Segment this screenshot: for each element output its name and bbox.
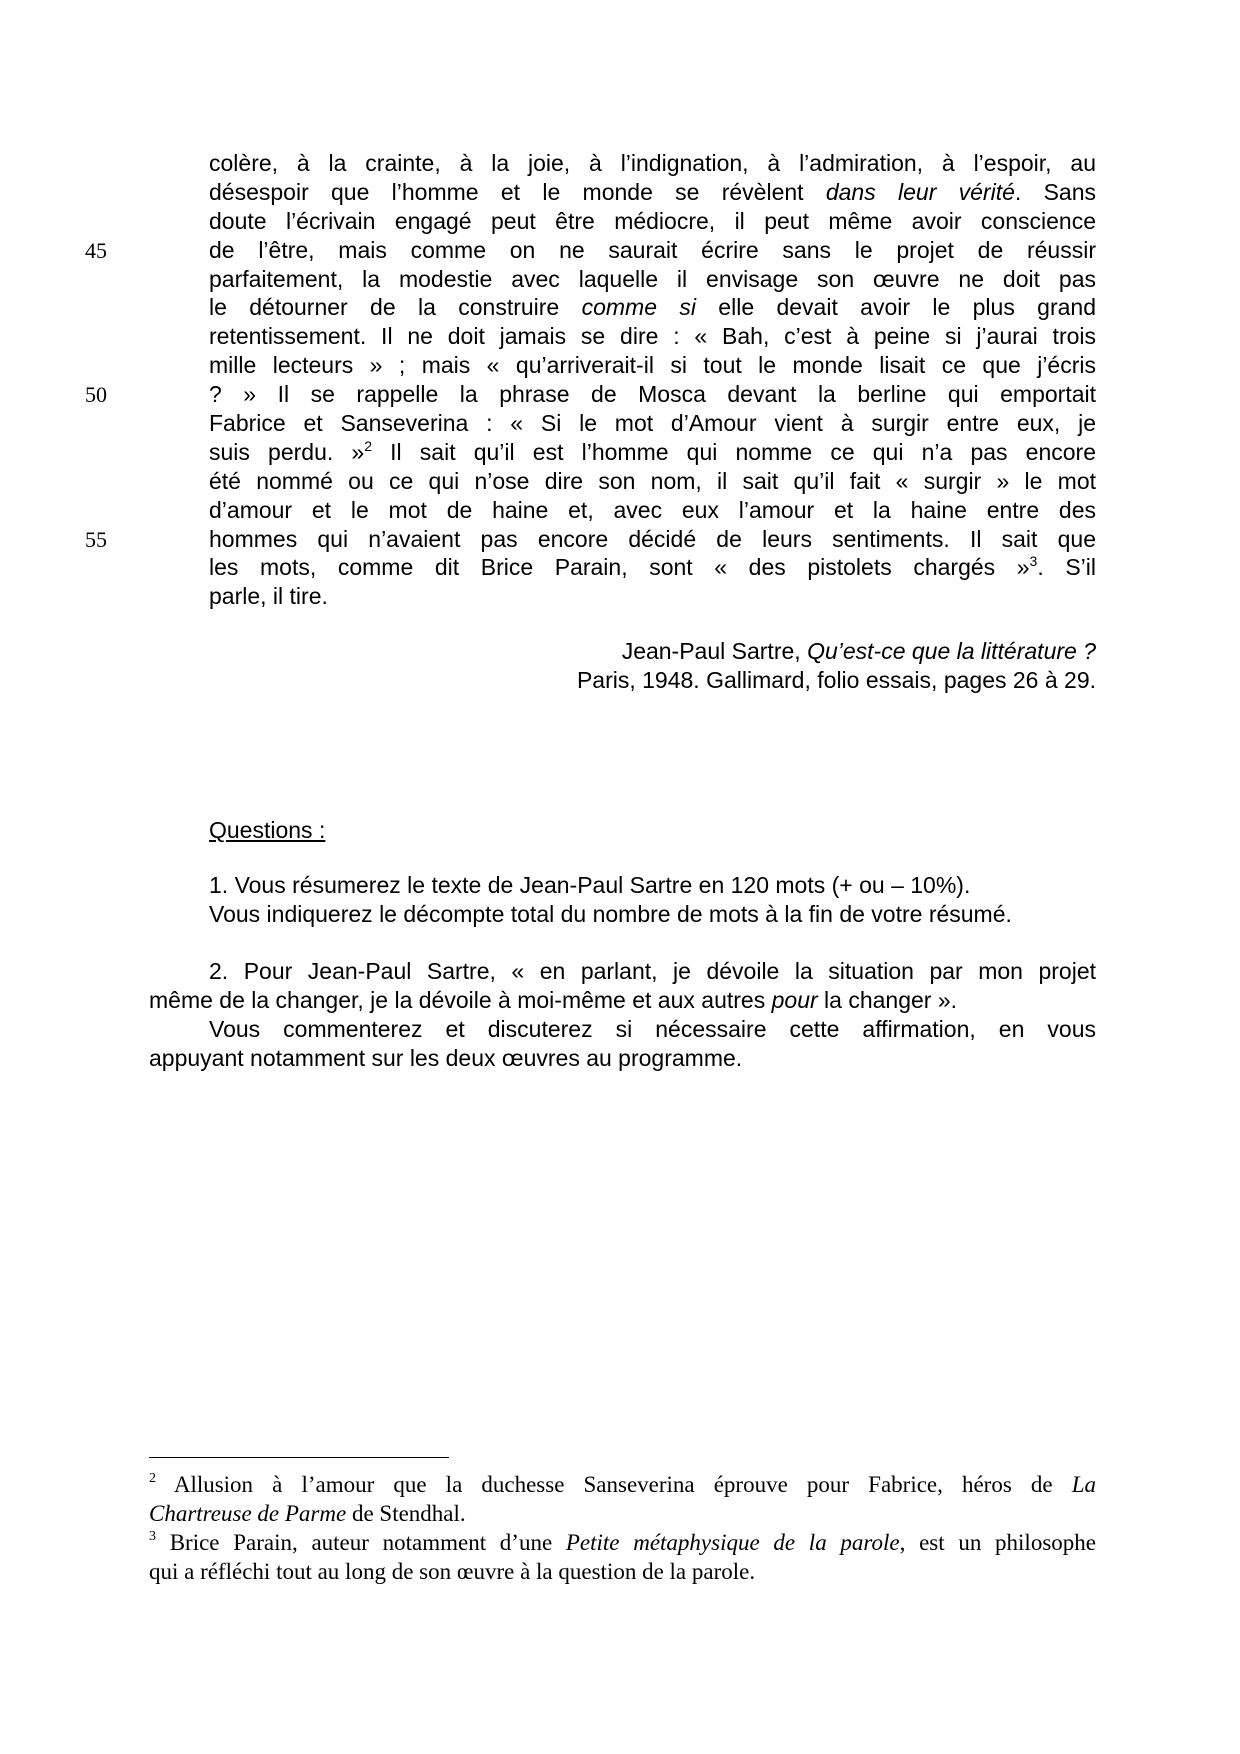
question-2-line [149,1044,1096,1073]
text-run: le détourner de la construire [209,294,582,321]
emphasis-text: comme si [581,294,696,321]
passage-line [209,525,1096,554]
text-run: mille lecteurs » ; mais « qu’arriverait-il si tout le monde lisait ce que j’écris [209,352,1096,379]
passage-line [209,178,1096,207]
passage-line [209,380,1096,409]
passage-line [209,553,1096,582]
text-run: colère, à la crainte, à la joie, à l’indignation, à l’admiration, à l’espoir, au [209,150,1096,176]
text-run: doute l’écrivain engagé peut être médiocre, il peut même avoir conscience [209,207,1096,234]
attribution [577,637,1096,695]
question-2 [149,957,1096,1073]
footnote-line [149,1470,1096,1499]
passage-line [209,467,1096,496]
text-run: retentissement. Il ne doit jamais se dire : « Bah, c’est à peine si j’aurai trois [209,323,1096,350]
passage-line [209,351,1096,380]
emphasis-text: Chartreuse de Parme [149,1501,347,1526]
question-2-line [149,1015,1096,1044]
text-run: qui a réfléchi tout au long de son œuvre à la question de la parole. [149,1559,756,1584]
footnotes [149,1470,1096,1586]
question-1 [209,871,1012,929]
text-run: , est un philosophe [899,1530,1096,1555]
passage-line [209,149,1096,178]
footnote [149,1528,1096,1586]
passage-line [209,322,1096,351]
text-run: Fabrice et Sanseverina : « Si le mot d’Amour vient à surgir entre eux, je [209,410,1096,437]
footnote-marker: 2 [364,437,372,454]
text-run: appuyant notamment sur les deux œuvres au programme. [149,1045,743,1071]
footnote-marker: 3 [149,1529,156,1544]
text-run: Brice Parain, auteur notamment d’une [156,1530,566,1555]
question-2-line [149,957,1096,986]
footnote-line [149,1528,1096,1557]
text-run: Allusion à l’amour que la duchesse Sanseverina éprouve pour Fabrice, héros de [156,1472,1072,1497]
footnote-divider [149,1457,449,1458]
line-number: 55 [85,526,107,552]
footnote [149,1470,1096,1528]
question-2-line [149,986,1096,1015]
text-run: même de la changer, je la dévoile à moi-même et aux autres [149,987,772,1013]
attribution-title: Qu’est-ce que la littérature ? [807,638,1096,664]
passage-text [209,149,1096,611]
text-run: hommes qui n’avaient pas encore décidé de leurs sentiments. Il sait que [209,525,1096,552]
passage-line [209,265,1096,294]
attribution-publication: Paris, 1948. Gallimard, folio essais, pages 26 à 29. [576,667,1096,693]
emphasis-text: dans leur vérité [825,178,1015,205]
text-run: . S’il [1037,554,1097,581]
passage-line [209,207,1096,236]
questions-heading: Questions : [209,817,326,843]
passage-line [209,496,1096,525]
text-run: . Sans [1014,178,1096,205]
text-run: de l’être, mais comme on ne saurait écrire sans le projet de réussir [209,236,1096,263]
text-run: parle, il tire. [209,583,328,610]
emphasis-text: La [1071,1472,1096,1497]
footnote-marker: 3 [1029,553,1038,570]
passage-line [209,293,1096,322]
text-run: Vous commenterez et discuterez si nécessaire cette affirmation, en vous [209,1016,1096,1042]
passage-line [209,236,1096,265]
text-run: ? » Il se rappelle la phrase de Mosca devant la berline qui emportait [209,381,1096,408]
text-run: parfaitement, la modestie avec laquelle il envisage son œuvre ne doit pas [209,265,1096,292]
text-run: d’amour et le mot de haine et, avec eux l’amour et la haine entre des [209,496,1096,523]
passage-line [209,582,1096,611]
footnote-line [149,1557,1096,1586]
text-run: Il sait qu’il est l’homme qui nomme ce qui n’a pas encore [372,438,1096,465]
text-run: la changer ». [817,987,958,1013]
text-run: suis perdu. » [209,438,365,465]
passage-line [209,409,1096,438]
line-number: 45 [85,237,107,263]
text-run: été nommé ou ce qui n’ose dire son nom, il sait qu’il fait « surgir » le mot [209,467,1096,494]
footnote-line [149,1499,1096,1528]
question-1-line-2: Vous indiquerez le décompte total du nombre de mots à la fin de votre résumé. [209,901,1012,927]
passage-line [209,438,1096,467]
emphasis-text: pour [771,987,818,1013]
line-number: 50 [85,382,107,408]
text-run: désespoir que l’homme et le monde se révèlent [209,178,826,205]
attribution-author: Jean-Paul Sartre, [621,638,808,664]
text-run: elle devait avoir le plus grand [695,294,1097,321]
question-1-line-1: 1. Vous résumerez le texte de Jean-Paul Sartre en 120 mots (+ ou – 10%). [209,872,971,898]
text-run: 2. Pour Jean-Paul Sartre, « en parlant, je dévoile la situation par mon projet [209,958,1096,984]
footnote-marker: 2 [149,1471,156,1486]
text-run: les mots, comme dit Brice Parain, sont « des pistolets chargés » [209,554,1030,581]
text-run: de Stendhal. [346,1501,466,1526]
emphasis-text: Petite métaphysique de la parole [565,1530,900,1555]
